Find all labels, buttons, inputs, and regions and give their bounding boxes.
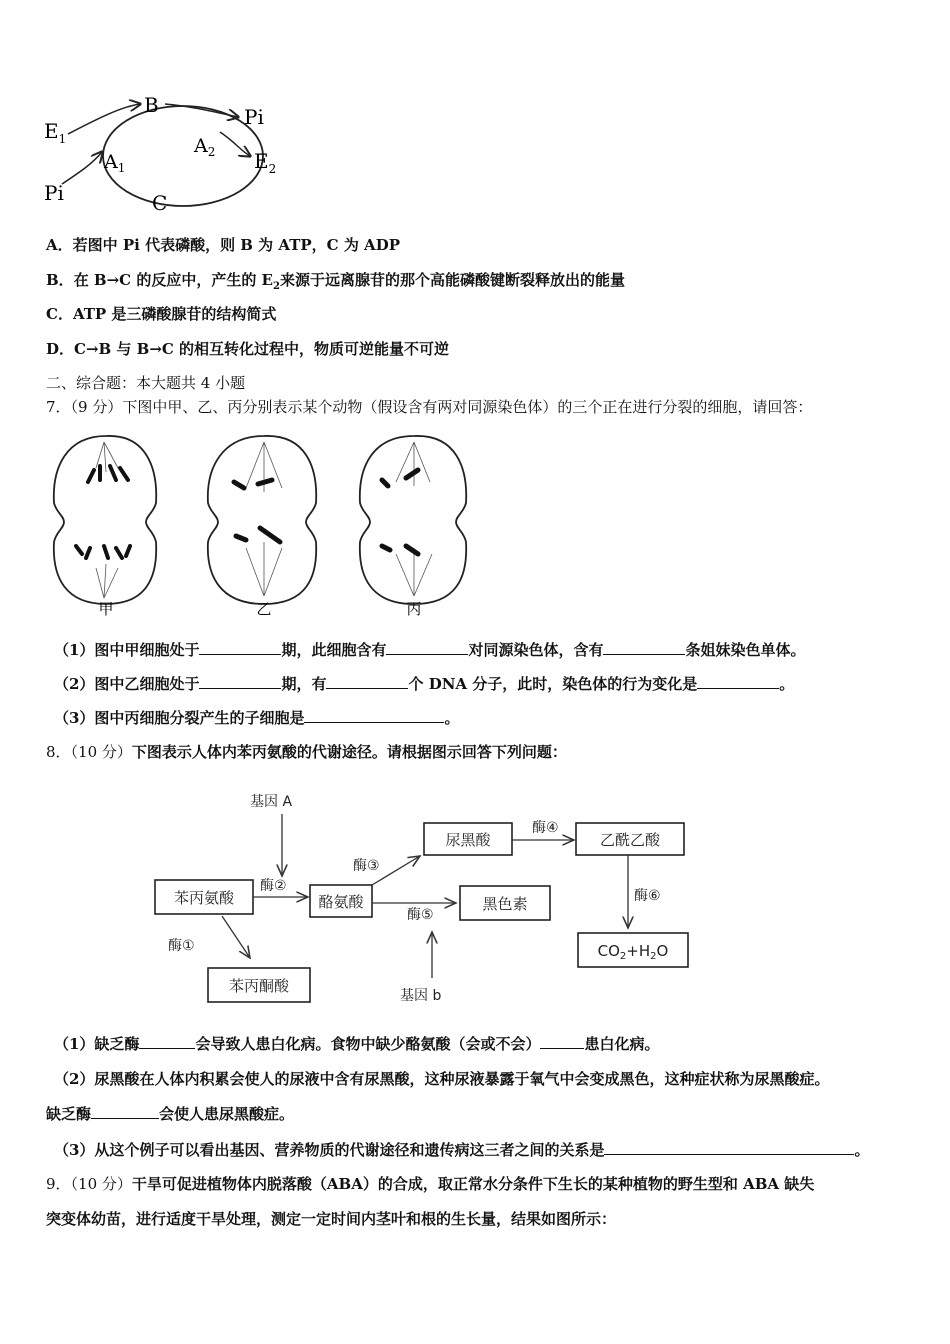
q8-part-2: （2）尿黑酸在人体内积累会使人的尿液中含有尿黑酸，这种尿液暴露于氧气中会变成黑色，这种症状称为尿黑酸症。 [54, 1070, 830, 1088]
node-homogentisic-acid: 尿黑酸 [445, 831, 491, 849]
option-b-text-1: 在 B→C 的反应中，产生的 E [73, 271, 273, 289]
phenylalanine-pathway-diagram [150, 786, 695, 1011]
node-phenylalanine: 苯丙氨酸 [173, 889, 235, 907]
cycle-ellipse [103, 106, 263, 206]
enzyme-2: 酶② [260, 878, 287, 894]
cell-yi [208, 436, 316, 604]
label-pi-in: Pi [44, 181, 64, 205]
cell-division-figure [46, 428, 486, 618]
cell-bing [360, 436, 466, 604]
enzyme-1: 酶① [168, 938, 195, 954]
answer-blank[interactable] [540, 1034, 584, 1049]
q8-number: 8． [46, 743, 71, 761]
answer-blank[interactable] [91, 1104, 159, 1119]
gene-a-label: 基因 A [250, 794, 293, 810]
atp-cycle-diagram [40, 92, 290, 220]
q8-part-3 [54, 1140, 869, 1160]
label-e1: $E_1$ [44, 119, 67, 146]
answer-blank[interactable] [326, 674, 408, 689]
q9-number: 9． [46, 1175, 71, 1193]
q7-score: （9 分） [70, 398, 123, 416]
option-a-letter: A． [46, 236, 73, 254]
q7-p1-b: 期，此细胞含有 [281, 641, 387, 659]
q7-part-1 [54, 640, 806, 660]
node-co2-h2o: $CO_2+H_2O$ [597, 942, 669, 962]
q7-p1-a: （1）图中甲细胞处于 [54, 641, 200, 659]
q7-p2-b: 期，有 [281, 675, 327, 693]
label-a2: $A_2$ [194, 135, 216, 159]
q8-p1-a: （1）缺乏酶 [54, 1035, 140, 1053]
section-heading: 二、综合题：本大题共 4 小题 [46, 374, 246, 392]
cell-label-bing: 丙 [406, 600, 422, 618]
q8-p1-b: 会导致人患白化病。食物中缺少酪氨酸（会或不会） [195, 1035, 541, 1053]
node-melanin: 黑色素 [482, 895, 528, 913]
q8-part-1 [54, 1034, 659, 1054]
gene-b-label: 基因 b [400, 988, 442, 1004]
enzyme-5: 酶⑤ [407, 907, 434, 923]
cell-jia [54, 436, 156, 604]
option-a-text: 若图中 Pi 代表磷酸，则 B 为 ATP，C 为 ADP [72, 236, 400, 254]
q9-stem-line-1 [46, 1174, 814, 1194]
option-d-text: C→B 与 B→C 的相互转化过程中，物质可逆能量不可逆 [74, 340, 450, 358]
node-phenylpyruvic-acid: 苯丙酮酸 [228, 977, 290, 995]
label-e2: $E_2$ [254, 149, 277, 176]
answer-blank[interactable] [604, 1140, 854, 1155]
q8-part-2-cont [46, 1104, 294, 1124]
node-acetoacetic-acid: 乙酰乙酸 [599, 831, 661, 849]
q7-p3-a: （3）图中丙细胞分裂产生的子细胞是 [54, 709, 305, 727]
q7-number: 7． [46, 398, 71, 416]
q9-score: （10 分） [70, 1175, 132, 1193]
label-a1: $A_1$ [104, 151, 126, 175]
option-d [46, 339, 449, 359]
q8-score: （10 分） [70, 743, 132, 761]
q7-stem-line [46, 397, 812, 417]
cell-label-yi: 乙 [256, 600, 272, 618]
option-b-letter: B． [46, 271, 74, 289]
q8-p1-c: 患白化病。 [584, 1035, 660, 1053]
label-c: C [152, 191, 168, 215]
q8-p2b-a: 缺乏酶 [46, 1105, 92, 1123]
answer-blank[interactable] [139, 1034, 195, 1049]
enzyme-3: 酶③ [353, 858, 380, 874]
q8-p3-b: 。 [854, 1141, 870, 1159]
q8-stem-line [46, 742, 567, 762]
answer-blank[interactable] [199, 640, 281, 655]
q7-part-2 [54, 674, 794, 694]
label-b: B [144, 93, 159, 117]
cell-label-jia: 甲 [98, 600, 114, 618]
option-c-letter: C． [46, 305, 73, 323]
option-c-text: ATP 是三磷酸腺苷的结构简式 [72, 305, 277, 323]
option-b-sub: 2 [272, 281, 280, 292]
q9-line-1: 干旱可促进植物体内脱落酸（ABA）的合成，取正常水分条件下生长的某种植物的野生型和 ABA 缺失 [131, 1175, 815, 1193]
q9-stem-line-2: 突变体幼苗，进行适度干旱处理，测定一定时间内茎叶和根的生长量，结果如图所示： [46, 1210, 617, 1228]
option-a [46, 235, 400, 255]
answer-blank[interactable] [199, 674, 281, 689]
enzyme-4: 酶④ [532, 820, 559, 836]
q8-p3-a: （3）从这个例子可以看出基因、营养物质的代谢途径和遗传病这三者之间的关系是 [54, 1141, 605, 1159]
answer-blank[interactable] [304, 708, 444, 723]
option-c [46, 304, 276, 324]
q7-p2-d: 。 [779, 675, 795, 693]
node-tyrosine: 酪氨酸 [318, 893, 364, 911]
option-b [46, 270, 625, 297]
answer-blank[interactable] [603, 640, 685, 655]
q7-stem: 下图中甲、乙、丙分别表示某个动物（假设含有两对同源染色体）的三个正在进行分裂的细胞，请回答： [122, 398, 813, 416]
arrow-pi-in [62, 152, 102, 184]
q8-stem: 下图表示人体内苯丙氨酸的代谢途径。请根据图示回答下列问题： [131, 743, 567, 761]
q7-p1-c: 对同源染色体，含有 [468, 641, 604, 659]
q7-p2-a: （2）图中乙细胞处于 [54, 675, 200, 693]
arrow-e2 [220, 132, 250, 156]
answer-blank[interactable] [697, 674, 779, 689]
option-b-text-2: 来源于远离腺苷的那个高能磷酸键断裂释放出的能量 [279, 271, 625, 289]
option-d-letter: D． [46, 340, 75, 358]
label-pi-out: Pi [244, 105, 264, 129]
q7-p2-c: 个 DNA 分子，此时，染色体的行为变化是 [408, 675, 698, 693]
answer-blank[interactable] [386, 640, 468, 655]
enzyme-6: 酶⑥ [634, 888, 661, 904]
q7-part-3 [54, 708, 459, 728]
q8-p2b-b: 会使人患尿黑酸症。 [159, 1105, 295, 1123]
q7-p1-d: 条姐妹染色单体。 [685, 641, 806, 659]
q7-p3-b: 。 [444, 709, 460, 727]
